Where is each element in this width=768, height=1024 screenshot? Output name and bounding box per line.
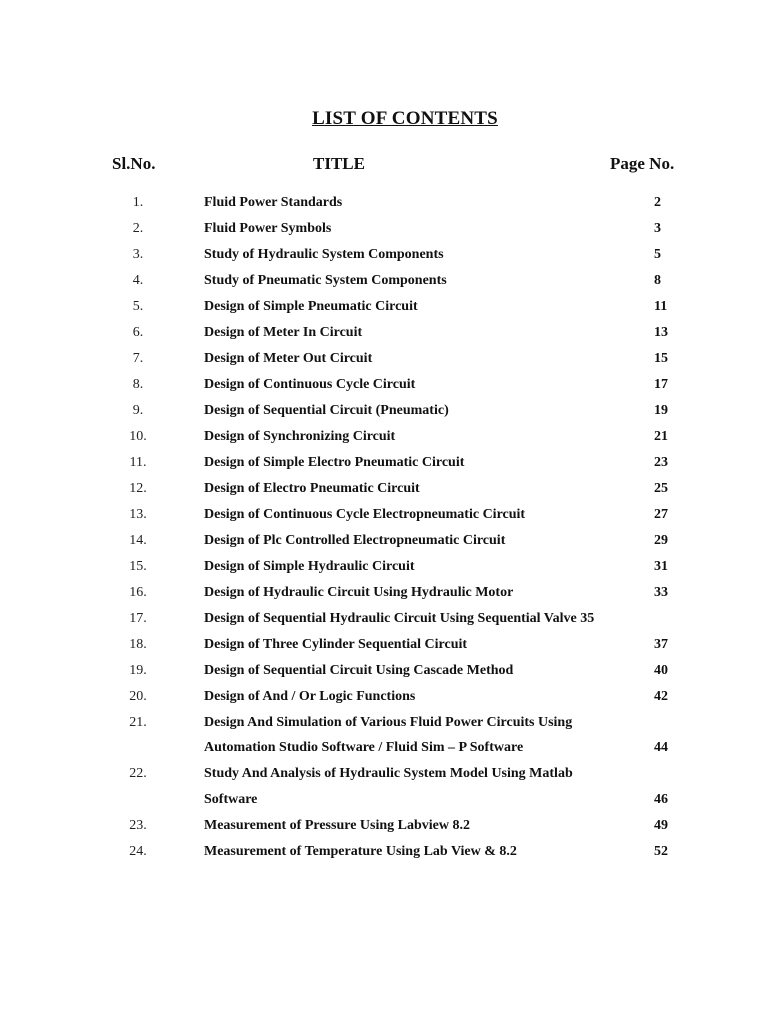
- toc-title: Design of Meter Out Circuit: [204, 351, 373, 366]
- toc-page: 2: [654, 195, 661, 210]
- toc-page: 11: [654, 299, 668, 314]
- toc-title: Automation Studio Software / Fluid Sim – P Software: [204, 740, 524, 755]
- toc-number: 20.: [129, 689, 147, 704]
- toc-number: 21.: [129, 715, 147, 730]
- toc-title: Study of Pneumatic System Components: [204, 273, 447, 288]
- toc-number: 8.: [132, 377, 144, 392]
- toc-title: Design of Simple Electro Pneumatic Circuit: [204, 455, 465, 470]
- toc-title: Design And Simulation of Various Fluid Power Circuits Using: [204, 715, 573, 730]
- toc-title: Study of Hydraulic System Components: [204, 247, 444, 262]
- toc-title: Design of Continuous Cycle Circuit: [204, 377, 416, 392]
- toc-title: Design of And / Or Logic Functions: [204, 689, 416, 704]
- toc-number: 19.: [129, 663, 147, 678]
- toc-title: Design of Continuous Cycle Electropneumatic Circuit: [204, 507, 526, 522]
- toc-number: 18.: [129, 637, 147, 652]
- toc-title: Measurement of Pressure Using Labview 8.2: [204, 818, 470, 833]
- toc-page: 13: [654, 325, 668, 340]
- toc-page: 19: [654, 403, 668, 418]
- toc-page: 44: [654, 740, 668, 755]
- toc-page: 15: [654, 351, 668, 366]
- toc-number: 16.: [129, 585, 147, 600]
- toc-page: 31: [654, 559, 668, 574]
- toc-page: 25: [654, 481, 668, 496]
- toc-number: 13.: [129, 507, 147, 522]
- toc-title: Design of Hydraulic Circuit Using Hydraulic Motor: [204, 585, 514, 600]
- toc-title: Design of Simple Hydraulic Circuit: [204, 559, 415, 574]
- toc-page: 46: [654, 792, 668, 807]
- toc-number: 23.: [129, 818, 147, 833]
- toc-title: Design of Meter In Circuit: [204, 325, 363, 340]
- toc-number: 11.: [129, 455, 147, 470]
- toc-number: 12.: [129, 481, 147, 496]
- toc-page: 52: [654, 844, 668, 859]
- toc-title: Design of Three Cylinder Sequential Circuit: [204, 637, 468, 652]
- toc-title: Design of Plc Controlled Electropneumatic Circuit: [204, 533, 506, 548]
- toc-number: 3.: [132, 247, 144, 262]
- toc-page: 49: [654, 818, 668, 833]
- toc-page: 40: [654, 663, 668, 678]
- toc-title: Design of Sequential Circuit (Pneumatic): [204, 403, 449, 418]
- toc-page: 33: [654, 585, 668, 600]
- toc-number: 22.: [129, 766, 147, 781]
- toc-page: 21: [654, 429, 668, 444]
- toc-title: Software: [204, 792, 258, 807]
- toc-page: 5: [654, 247, 661, 262]
- toc-number: 7.: [132, 351, 144, 366]
- toc-number: 14.: [129, 533, 147, 548]
- toc-title: Design of Sequential Hydraulic Circuit Using Sequential Valve 35: [204, 611, 595, 626]
- toc-number: 4.: [132, 273, 144, 288]
- toc-number: 5.: [132, 299, 144, 314]
- toc-number: 17.: [129, 611, 147, 626]
- toc-page: 29: [654, 533, 668, 548]
- toc-page: 3: [654, 221, 661, 236]
- header-page-no: Page No.: [610, 154, 675, 173]
- toc-page: 37: [654, 637, 668, 652]
- toc-title: Fluid Power Standards: [204, 195, 343, 210]
- toc-number: 2.: [132, 221, 144, 236]
- toc-title: Fluid Power Symbols: [204, 221, 332, 236]
- toc-title: Design of Electro Pneumatic Circuit: [204, 481, 420, 496]
- toc-page: 8: [654, 273, 661, 288]
- toc-title: Study And Analysis of Hydraulic System Model Using Matlab: [204, 766, 573, 781]
- toc-number: 9.: [132, 403, 144, 418]
- header-slno: Sl.No.: [112, 154, 156, 173]
- toc-title: Measurement of Temperature Using Lab View & 8.2: [204, 844, 517, 859]
- toc-title: Design of Synchronizing Circuit: [204, 429, 396, 444]
- toc-number: 6.: [132, 325, 144, 340]
- toc-number: 15.: [129, 559, 147, 574]
- toc-page: 23: [654, 455, 668, 470]
- toc-page: 27: [654, 507, 668, 522]
- header-title: TITLE: [313, 154, 365, 173]
- toc-number: 24.: [129, 844, 147, 859]
- toc-page: 17: [654, 377, 668, 392]
- toc-title: Design of Sequential Circuit Using Cascade Method: [204, 663, 514, 678]
- toc-page: 42: [654, 689, 668, 704]
- toc-title: Design of Simple Pneumatic Circuit: [204, 299, 418, 314]
- toc-number: 10.: [129, 429, 147, 444]
- toc-number: 1.: [132, 195, 144, 210]
- document-title: LIST OF CONTENTS: [312, 108, 498, 129]
